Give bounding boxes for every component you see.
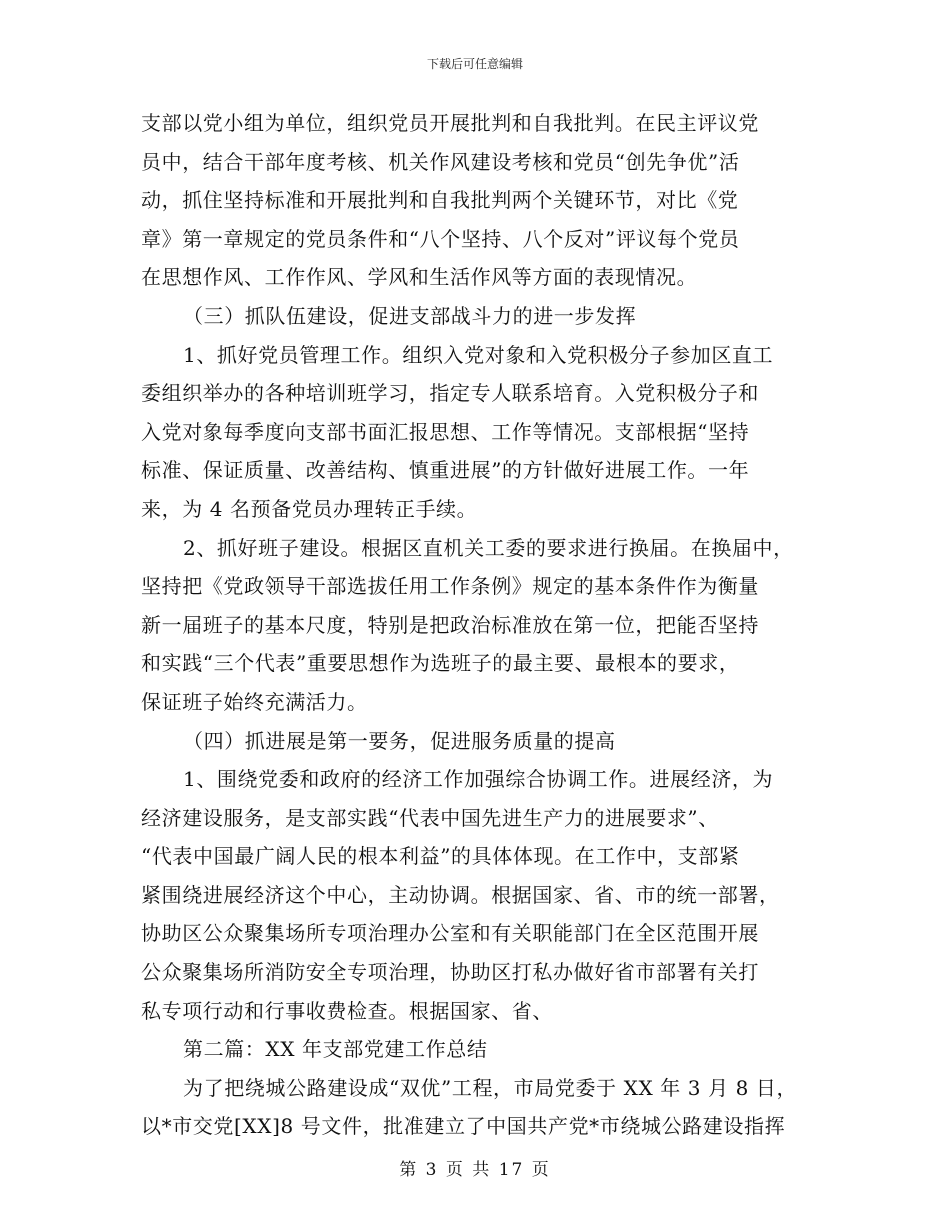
text-line: 2、抓好班子建设。根据区直机关工委的要求进行换届。在换届中， <box>183 535 794 560</box>
text-line: 1、抓好党员管理工作。组织入党对象和入党积极分子参加区直工 <box>183 342 774 367</box>
text-line: 以*市交党[XX]8 号文件，批准建立了中国共产党*市绕城公路建设指挥 <box>141 1114 786 1139</box>
text-line: 标准、保证质量、改善结构、慎重进展”的方针做好进展工作。一年 <box>141 458 750 483</box>
text-line: 为了把绕城公路建设成“双优”工程，市局党委于 XX 年 3 月 8 日， <box>183 1075 798 1100</box>
page-number: 第 3 页 共 17 页 <box>399 1160 551 1180</box>
text-line: 保证班子始终充满活力。 <box>141 689 368 714</box>
text-line: 在思想作风、工作作风、学风和生活作风等方面的表现情况。 <box>141 265 698 290</box>
text-line: （三）抓队伍建设，促进支部战斗力的进一步发挥 <box>183 303 637 328</box>
text-line: 动，抓住坚持标准和开展批判和自我批判两个关键环节，对比《党 <box>141 188 739 213</box>
text-line: 私专项行动和行事收费检查。根据国家、省、 <box>141 998 553 1023</box>
document-body <box>141 104 821 1146</box>
text-line: “代表中国最广阔人民的根本利益”的具体体现。在工作中，支部紧 <box>141 844 740 869</box>
text-line: 协助区公众聚集场所专项治理办公室和有关职能部门在全区范围开展 <box>141 921 759 946</box>
text-line: 新一届班子的基本尺度，特别是把政治标准放在第一位，把能否坚持 <box>141 612 759 637</box>
text-line: 公众聚集场所消防安全专项治理，协助区打私办做好省市部署有关打 <box>141 960 759 985</box>
text-line: 1、围绕党委和政府的经济工作加强综合协调工作。进展经济，为 <box>183 767 774 792</box>
text-line: 员中，结合干部年度考核、机关作风建设考核和党员“创先争优”活 <box>141 149 740 174</box>
text-line: 入党对象每季度向支部书面汇报思想、工作等情况。支部根据“坚持 <box>141 419 750 444</box>
text-line: 紧围绕进展经济这个中心，主动协调。根据国家、省、市的统一部署， <box>141 882 780 907</box>
text-line: 委组织举办的各种培训班学习，指定专人联系培育。入党积极分子和 <box>141 381 759 406</box>
text-line: 第二篇：XX 年支部党建工作总结 <box>183 1037 488 1062</box>
page-header-note: 下载后可任意编辑 <box>426 57 523 71</box>
text-line: 章》第一章规定的党员条件和“八个坚持、八个反对”评议每个党员 <box>141 226 740 251</box>
text-line: （四）抓进展是第一要务，促进服务质量的提高 <box>183 728 616 753</box>
text-line: 坚持把《党政领导干部选拔任用工作条例》规定的基本条件作为衡量 <box>141 574 759 599</box>
text-line: 和实践“三个代表”重要思想作为选班子的最主要、最根本的要求， <box>141 651 740 676</box>
text-line: 来，为 4 名预备党员办理转正手续。 <box>141 496 478 521</box>
text-line: 经济建设服务，是支部实践“代表中国先进生产力的进展要求”、 <box>141 805 719 830</box>
text-line: 支部以党小组为单位，组织党员开展批判和自我批判。在民主评议党 <box>141 111 759 135</box>
